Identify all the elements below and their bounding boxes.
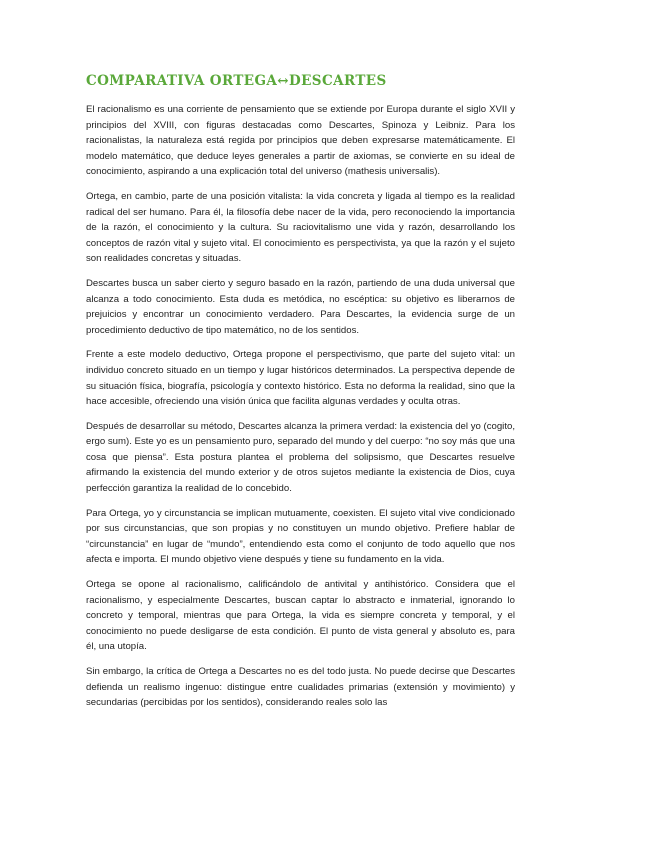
paragraph-2: Ortega, en cambio, parte de una posición vitalista: la vida concreta y ligada al tiempo es la realidad radical del ser humano. Para él, la filosofía debe nacer de la vida, pero reconociendo la importancia de la razón, el conocimiento y la cultura. Su raciovitalismo une vida y razón, desarrollando los conceptos de razón vital y sujeto vital. El conocimiento es perspectivista, ya que la razón y el sujeto son realidades concretas y situadas. — [86, 190, 515, 265]
paragraph-3: Descartes busca un saber cierto y seguro basado en la razón, partiendo de una duda universal que alcanza a todo conocimiento. Esta duda es metódica, no escéptica: su objetivo es liberarnos de prejuicios y encontrar un conocimiento verdadero. Para Descartes, la evidencia surge de un procedimiento deductivo de tipo matemático, no de los sentidos. — [86, 277, 515, 336]
document-title: COMPARATIVA ORTEGA↔DESCARTES — [86, 73, 387, 89]
paragraph-4: Frente a este modelo deductivo, Ortega propone el perspectivismo, que parte del sujeto vital: un individuo concreto situado en un tiempo y lugar históricos determinados. La perspectiva depende de su situación física, biografía, psicología y contexto histórico. Esta no deforma la realidad, sino que la hace accesible, ofreciendo una visión única que facilita algunas verdades y oculta otras. — [86, 349, 515, 408]
paragraph-1: El racionalismo es una corriente de pensamiento que se extiende por Europa durante el siglo XVII y principios del XVIII, con figuras destacadas como Descartes, Spinoza y Leibniz. Para los racionalistas, la naturaleza está regida por principios que deben expresarse matemáticamente. El modelo matemático, que deduce leyes generales a partir de axiomas, se convierte en su ideal de conocimiento, aspirando a una explicación total del universo (mathesis universalis). — [86, 104, 515, 178]
paragraph-5: Después de desarrollar su método, Descartes alcanza la primera verdad: la existencia del yo (cogito, ergo sum). Este yo es un pensamiento puro, separado del mundo y del cuerpo: “no soy más que una cosa que piensa”. Esta postura plantea el problema del solipsismo, que Descartes resuelve afirmando la existencia del mundo exterior y de otros sujetos mediante la existencia de Dios, cuya perfección garantiza la realidad de lo concebido. — [86, 420, 515, 495]
paragraph-8: Sin embargo, la crítica de Ortega a Descartes no es del todo justa. No puede decirse que Descartes defienda un realismo ingenuo: distingue entre cualidades primarias (extensión y movimiento) y secundarias (percibidas por los sentidos), considerando reales solo las — [86, 666, 515, 709]
paragraph-6: Para Ortega, yo y circunstancia se implican mutuamente, coexisten. El sujeto vital vive condicionado por sus circunstancias, que son propias y no constituyen un mundo objetivo. Prefiere hablar de “circunstancia” en lugar de “mundo”, entendiendo esta como el conjunto de todo aquello que nos afecta e importa. El mundo objetivo viene después y tiene su fundamento en la vida. — [86, 507, 515, 566]
paragraph-7: Ortega se opone al racionalismo, calificándolo de antivital y antihistórico. Considera que el racionalismo, y especialmente Descartes, buscan captar lo abstracto e inmaterial, ignorando lo concreto y temporal, mientras que para Ortega, la vida es siempre concreta y temporal, y el conocimiento no puede desligarse de esta condición. El punto de vista general y absoluto es, para él, una utopía. — [86, 579, 515, 653]
